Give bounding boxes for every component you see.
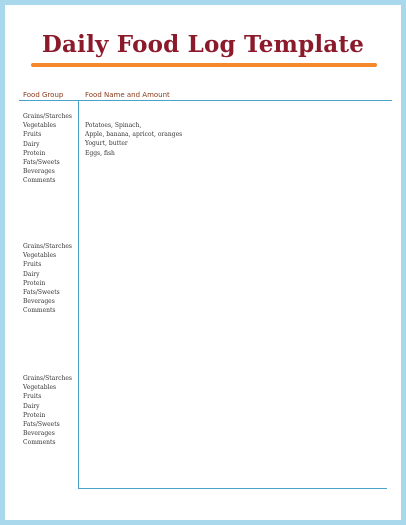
group-label: Fats/Sweets bbox=[23, 159, 60, 167]
group-label: Beverages bbox=[23, 298, 55, 306]
group-label: Fruits bbox=[23, 393, 42, 401]
group-label: Beverages bbox=[23, 430, 55, 438]
group-label: Protein bbox=[23, 279, 46, 287]
food-entry: Potatoes, Spinach, bbox=[85, 122, 142, 129]
group-label: Grains/Starches bbox=[23, 375, 72, 382]
title-underline bbox=[31, 63, 377, 67]
header-divider bbox=[19, 100, 392, 101]
food-name-column-header: Food Name and Amount bbox=[85, 91, 170, 99]
group-label: Dairy bbox=[23, 270, 40, 278]
food-entry: Eggs, fish bbox=[85, 149, 115, 157]
group-label: Grains/Starches bbox=[23, 243, 72, 250]
page-title: Daily Food Log Template bbox=[41, 31, 365, 58]
group-label: Fats/Sweets bbox=[23, 289, 60, 297]
food-entry: Yogurt, butter bbox=[85, 140, 128, 148]
food-entry: Apple, banana, apricot, oranges bbox=[85, 131, 183, 139]
group-label: Dairy bbox=[23, 402, 40, 410]
food-entry-list bbox=[85, 121, 182, 158]
group-label: Beverages bbox=[23, 168, 55, 176]
group-label: Comments bbox=[23, 439, 56, 447]
group-label: Fruits bbox=[23, 261, 42, 269]
group-label: Dairy bbox=[23, 140, 40, 148]
group-label: Fats/Sweets bbox=[23, 421, 60, 429]
food-group-column-header: Food Group bbox=[23, 91, 64, 99]
food-group-list-2 bbox=[23, 242, 72, 316]
group-label: Comments bbox=[23, 307, 56, 315]
group-label: Grains/Starches bbox=[23, 113, 72, 120]
group-label: Vegetables bbox=[23, 384, 57, 392]
group-label: Vegetables bbox=[23, 252, 57, 260]
food-group-list-1 bbox=[23, 112, 72, 186]
bottom-divider bbox=[78, 488, 387, 489]
group-label: Protein bbox=[23, 149, 46, 157]
food-group-list-3 bbox=[23, 374, 72, 448]
group-label: Protein bbox=[23, 411, 46, 419]
group-label: Fruits bbox=[23, 131, 42, 139]
group-label: Comments bbox=[23, 177, 56, 185]
group-label: Vegetables bbox=[23, 122, 57, 130]
column-divider bbox=[78, 101, 79, 488]
